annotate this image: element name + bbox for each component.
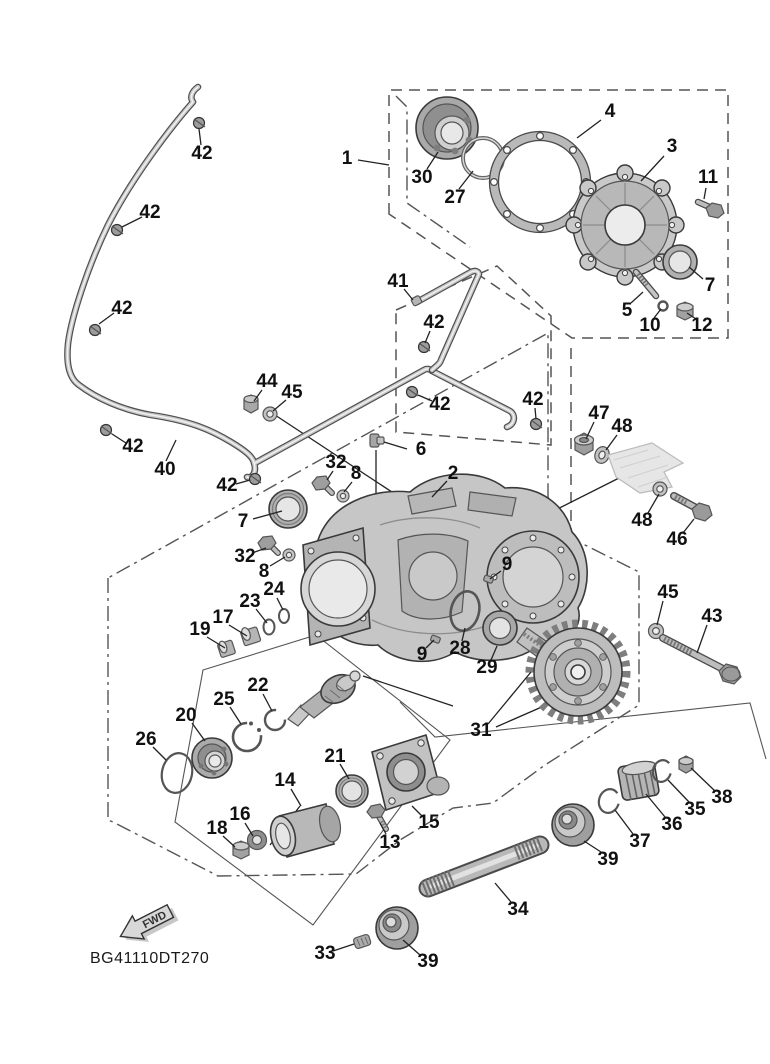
bushing-17	[240, 627, 261, 647]
part-callout-13	[379, 823, 400, 853]
part-callout-27	[444, 171, 473, 208]
callout-number: 16	[229, 804, 251, 826]
bearing-housing-15	[372, 735, 449, 810]
circlip-37	[596, 787, 622, 816]
bushing-19	[217, 640, 236, 658]
bearing-30	[416, 97, 478, 159]
callout-number: 33	[314, 943, 336, 965]
part-callout-37	[615, 810, 651, 852]
part-callout-46	[666, 519, 694, 550]
part-callout-15	[412, 806, 440, 833]
part-callout-42	[122, 202, 161, 227]
callout-number: 25	[213, 689, 235, 711]
part-callout-48	[631, 494, 659, 531]
callout-number: 42	[423, 312, 445, 334]
callout-number: 32	[325, 452, 347, 474]
part-callout-43	[697, 606, 723, 653]
part-callout-42	[112, 434, 144, 457]
callout-number: 10	[639, 315, 661, 337]
callout-number: 30	[411, 167, 433, 189]
part-callout-39	[584, 841, 619, 870]
part-callout-4	[577, 101, 616, 138]
callout-number: 9	[416, 644, 428, 666]
callout-leader-line	[641, 156, 664, 181]
callout-number: 42	[216, 475, 238, 497]
callout-leader-line	[263, 694, 272, 711]
callout-number: 15	[418, 812, 440, 834]
callout-number: 6	[415, 439, 427, 461]
ghost-bracket	[608, 443, 683, 493]
callout-number: 42	[522, 389, 544, 411]
callout-number: 43	[701, 606, 723, 628]
callout-number: 28	[449, 638, 471, 660]
part-callout-45	[657, 582, 679, 625]
part-callout-39	[403, 940, 439, 972]
callout-number: 8	[258, 561, 270, 583]
callout-number: 2	[447, 463, 459, 485]
part-callout-42	[423, 312, 444, 343]
callout-number: 35	[684, 799, 706, 821]
clip-icon	[250, 474, 262, 485]
callout-leader-line	[236, 480, 250, 484]
washer-8b	[283, 549, 295, 561]
oil-seal-7a	[663, 245, 697, 279]
part-callout-10	[639, 309, 661, 336]
circlip-22	[265, 710, 285, 730]
bolt-13	[367, 804, 386, 829]
part-callout-3	[641, 136, 677, 181]
callout-number: 12	[691, 315, 713, 337]
pinion-axis-line	[363, 676, 453, 706]
callout-number: 20	[175, 705, 197, 727]
callout-number: 11	[697, 167, 719, 189]
drive-shaft-34	[424, 843, 542, 889]
callout-number: 21	[324, 746, 346, 768]
part-callout-26	[135, 729, 166, 760]
part-callout-12	[687, 313, 713, 336]
callout-number: 1	[341, 148, 353, 170]
bolt-11	[698, 202, 724, 218]
oring-23	[264, 620, 275, 635]
callout-number: 47	[588, 403, 610, 425]
washer-16	[248, 831, 267, 850]
callout-number: 18	[206, 818, 228, 840]
part-callout-32	[325, 452, 346, 480]
callout-number: 8	[350, 463, 362, 485]
callout-leader-line	[631, 292, 643, 303]
vent-hose-41	[411, 271, 479, 370]
callout-number: 7	[704, 275, 716, 297]
callout-number: 23	[239, 591, 261, 613]
nut-47	[575, 433, 594, 455]
callout-number: 14	[274, 770, 296, 792]
callout-leader-line	[697, 625, 707, 653]
figure-part-code: BG41110DT270	[90, 950, 210, 967]
part-callout-34	[495, 883, 529, 920]
oring-10	[659, 302, 668, 311]
callout-number: 5	[621, 300, 633, 322]
bolt-46	[674, 496, 712, 521]
bearing-20	[192, 738, 232, 778]
callout-number: 46	[666, 529, 688, 551]
callout-leader-line	[270, 557, 285, 566]
part-callout-42	[418, 394, 451, 415]
oil-seal-29	[483, 611, 517, 645]
part-callout-33	[314, 943, 354, 964]
callout-number: 42	[111, 298, 133, 320]
part-callout-14	[274, 770, 301, 806]
callout-number: 29	[476, 657, 498, 679]
callout-number: 24	[263, 579, 285, 601]
callout-number: 26	[135, 729, 157, 751]
fwd-arrow	[115, 898, 182, 952]
bolt-43	[663, 638, 741, 684]
callout-number: 4	[604, 101, 616, 123]
part-callout-44	[254, 371, 278, 401]
gear-36	[617, 759, 659, 801]
part-callout-31	[470, 672, 531, 741]
callout-number: 22	[247, 675, 269, 697]
callout-number: 42	[429, 394, 451, 416]
clip-icon	[112, 225, 124, 236]
part-callout-1	[342, 148, 389, 169]
callout-number: 13	[379, 832, 401, 854]
part-callout-16	[229, 804, 253, 836]
clip-icon	[419, 342, 431, 353]
part-callout-8	[344, 463, 361, 492]
callout-leader-line	[291, 789, 301, 806]
callout-number: 37	[629, 831, 651, 853]
plug-33	[353, 934, 372, 949]
circlip-25	[233, 722, 261, 752]
callout-number: 45	[281, 382, 303, 404]
washer-48b	[653, 482, 667, 496]
damper-39b	[376, 907, 418, 949]
callout-number: 32	[234, 546, 256, 568]
damper-39a	[552, 804, 594, 846]
callout-number: 34	[507, 899, 529, 921]
part-callout-48	[606, 416, 633, 450]
clip-icon	[407, 387, 419, 398]
part-callout-21	[324, 746, 349, 779]
nut-18	[233, 841, 249, 859]
callout-number: 38	[711, 787, 733, 809]
callout-leader-line	[166, 440, 176, 461]
part-callout-24	[263, 579, 285, 610]
callout-number: 9	[501, 554, 513, 576]
stud-5	[636, 272, 656, 296]
part-callout-11	[698, 167, 719, 199]
callout-number: 45	[657, 582, 679, 604]
washer-8a	[337, 490, 349, 502]
coupling-14	[267, 804, 343, 858]
callout-number: 3	[666, 136, 678, 158]
part-callout-42	[191, 129, 212, 164]
callout-leader-line	[704, 188, 706, 199]
callout-leader-line	[657, 601, 663, 625]
callout-number: 27	[444, 187, 466, 209]
part-callout-30	[411, 152, 438, 188]
callout-leader-line	[384, 442, 407, 449]
callout-number: 39	[417, 951, 439, 973]
clip-icon	[90, 325, 102, 336]
callout-number: 39	[597, 849, 619, 871]
callout-leader-line	[606, 435, 617, 450]
callout-number: 41	[387, 271, 409, 293]
oil-seal-21	[336, 775, 368, 807]
callout-leader-line	[333, 944, 354, 951]
ring-gear-31	[517, 624, 626, 720]
nut-38	[679, 756, 693, 773]
oring-24	[279, 609, 289, 623]
part-callout-41	[387, 271, 413, 300]
clamp-6	[370, 434, 384, 447]
callout-number: 7	[237, 511, 249, 533]
part-callout-36	[646, 794, 683, 835]
oil-seal-7b	[269, 490, 307, 528]
part-callout-6	[384, 439, 426, 460]
clip-icon	[101, 425, 113, 436]
clip-icon	[531, 419, 543, 430]
callout-number: 19	[189, 619, 211, 641]
callout-leader-line	[358, 160, 389, 165]
callout-number: 42	[139, 202, 161, 224]
callout-number: 48	[611, 416, 633, 438]
callout-number: 17	[212, 607, 234, 629]
callout-number: 36	[661, 814, 683, 836]
callout-number: 40	[154, 459, 176, 481]
callout-number: 44	[256, 371, 278, 393]
part-callout-42	[522, 389, 543, 419]
part-callout-22	[247, 675, 272, 711]
clip-icon	[194, 118, 206, 129]
part-callout-42	[99, 298, 133, 324]
fwd-label: FWD	[140, 909, 169, 932]
callout-number: 48	[631, 510, 653, 532]
part-callout-40	[154, 440, 176, 480]
part-callout-20	[175, 705, 205, 741]
callout-number: 42	[191, 143, 213, 165]
bolt-32a	[312, 476, 332, 493]
part-callout-47	[586, 403, 610, 439]
callout-leader-line	[488, 672, 531, 724]
callout-number: 31	[470, 720, 492, 742]
callout-number: 42	[122, 436, 144, 458]
callout-leader-line	[577, 120, 601, 138]
pinion-shaft	[288, 669, 360, 726]
part-callout-25	[213, 689, 241, 724]
